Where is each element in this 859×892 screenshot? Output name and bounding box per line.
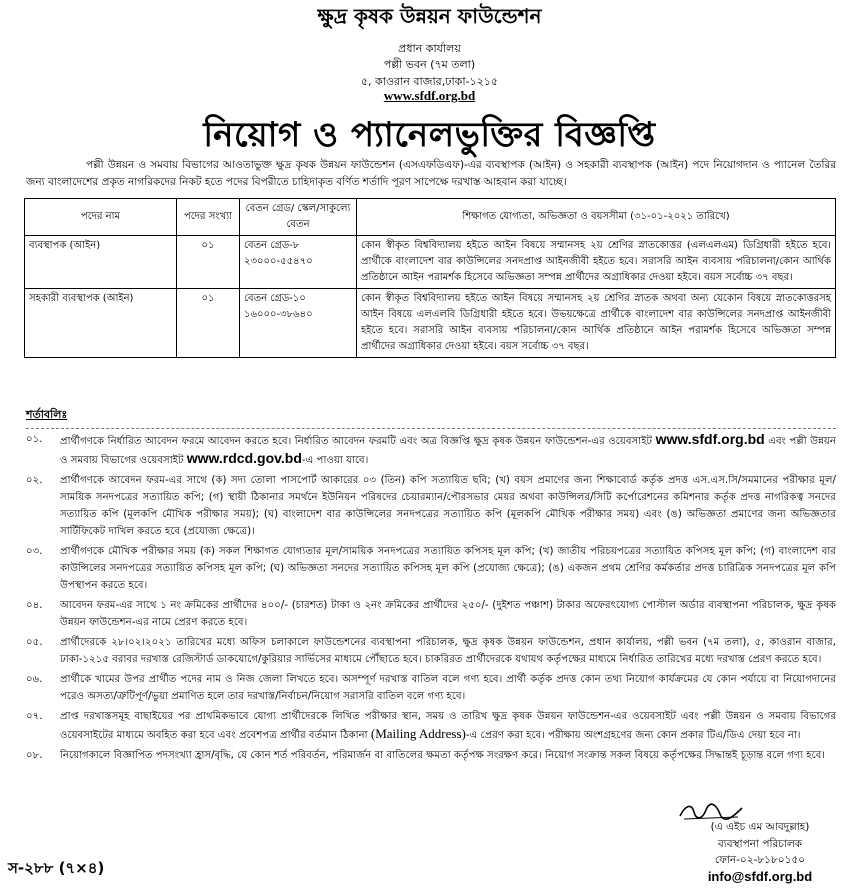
sfdf-website-link[interactable]: www.sfdf.org.bd bbox=[655, 431, 765, 447]
mailing-address-term: (Mailing Address) bbox=[370, 726, 466, 741]
condition-text-part: -এ পাওয়া যাবে। bbox=[301, 455, 369, 466]
condition-item bbox=[26, 597, 836, 631]
condition-text: প্রার্থীগণকে মৌখিক পরীক্ষার সময় (ক) সকল শিক্ষাগত যোগ্যতার মূল/সাময়িক সনদপত্রের সত্যায়িত কপিসহ মূল কপি; (খ) জাতীয় পরিচয়পত্রের সত্যায়িত কপিসহ মূল কপি; (গ) বাংলাদেশ বার কাউন্সিলের সনদপত্রের সত্যায়িত কপিসহ মূল কপি; (ঘ) অভিজ্ঞতা সনদের সত্যায়িত কপিসহ মূল কপি (প্রযোজ্য ক্ষেত্রে); (ঙ) একজন প্রথম শ্রেণির কর্মকর্তার প্রদত্ত চারিত্রিক সনদপত্রের মূল কপি উপস্থাপন করতে হবে। bbox=[60, 546, 836, 591]
pay-scale: ১৬০০০-৩৮৬৪০ bbox=[244, 309, 313, 320]
condition-number: ০২. bbox=[26, 475, 43, 486]
header-post-name: পদের নাম bbox=[25, 199, 177, 236]
condition-text bbox=[60, 708, 836, 744]
post-name: সহকারী ব্যবস্থাপক (আইন) bbox=[25, 289, 177, 358]
pay-grade-cell bbox=[240, 289, 357, 358]
website-link[interactable]: www.sfdf.org.bd bbox=[383, 88, 476, 103]
post-count: ০১ bbox=[177, 236, 240, 289]
condition-text-part: প্রাপ্ত দরখাস্তসমূহ বাছাইয়ের পর প্রাথমিকভাবে যোগ্য প্রার্থীদেরকে লিখিত পরীক্ষার স্থান, সময় ও তারিখ ক্ষুদ্র কৃষক উন্নয়ন ফাউন্ডেশন-এর ওয়েবসাইট এবং পল্লী উন্নয়ন ও সমবায় বিভাগের ওয়েবসাইটের মাধ্যমে অবহিত করা হবে এবং প্রবেশপত্র প্রার্থীর বর্তমান ঠিকানা bbox=[60, 711, 836, 741]
post-name: ব্যবস্থাপক (আইন) bbox=[25, 236, 177, 289]
condition-text bbox=[60, 431, 836, 469]
condition-item bbox=[26, 747, 836, 764]
condition-text: প্রার্থীকে খামের উপর প্রার্থীত পদের নাম ও নিজ জেলা লিখতে হবে। অসম্পূর্ণ দরখাস্ত বাতিল বলে গণ্য হবে। প্রার্থী কর্তৃক প্রদত্ত কোন তথ্য নিয়োগ কার্যক্রমের যে কোন পর্যায়ে বা নিয়োগদানের পরেও অসত্য/ত্রুটিপূর্ণ/ভুয়া প্রমাণিত হলে তার দরখাস্ত/নির্বাচন/নিয়োগ সরাসরি বাতিল বলে গণ্য হবে। bbox=[60, 674, 836, 702]
signatory-designation: ব্যবস্থাপনা পরিচালক bbox=[717, 838, 803, 850]
office-label: প্রধান কার্যালয় bbox=[398, 42, 461, 55]
pay-grade: বেতন গ্রেড-৮ bbox=[244, 240, 300, 251]
address-label: ৫, কাওরান বাজার,ঢাকা-১২১৫ bbox=[360, 75, 499, 88]
condition-item bbox=[26, 472, 836, 540]
post-count: ০১ bbox=[177, 289, 240, 358]
building-label: পল্লী ভবন (৭ম তলা) bbox=[383, 58, 476, 71]
pay-grade-cell bbox=[240, 236, 357, 289]
condition-item bbox=[26, 634, 836, 668]
header-pay-grade: বেতন গ্রেড/ স্কেল/সাকুল্যে বেতন bbox=[240, 199, 357, 236]
table-header-row bbox=[25, 199, 836, 236]
signatory-phone: ফোন-০২-৮১৮০১৫০ bbox=[714, 854, 806, 866]
table-row bbox=[25, 289, 836, 358]
condition-number: ০৭. bbox=[26, 711, 43, 722]
signatory-email-link[interactable]: info@sfdf.org.bd bbox=[707, 869, 813, 884]
condition-number: ০৫. bbox=[26, 637, 43, 648]
organization-name: ক্ষুদ্র কৃষক উন্নয়ন ফাউন্ডেশন bbox=[317, 4, 542, 28]
condition-number: ০৪. bbox=[26, 600, 43, 611]
condition-text: নিয়োগকালে বিজ্ঞাপিত পদসংখ্যা হ্রাস/বৃদ্ধি, যে কোন শর্ত পরিবর্তন, পরিমার্জন বা বাতিলের ক্ষমতা কর্তৃপক্ষ সংরক্ষণ করে। নিয়োগ সংক্রান্ত সকল বিষয়ে কর্তৃপক্ষের সিদ্ধান্তই চূড়ান্ত বলে গণ্য হবে। bbox=[60, 750, 826, 761]
condition-text-part: এবং পল্লী উন্নয়ন ও সমবায় বিভাগের ওয়েবসাইট bbox=[60, 436, 836, 466]
rdcd-website-link[interactable]: www.rdcd.gov.bd bbox=[186, 450, 302, 466]
pay-scale: ২৩০০০-৫৫৪৭০ bbox=[244, 256, 313, 267]
signature-scribble-icon bbox=[676, 802, 746, 822]
condition-number: ০৬. bbox=[26, 674, 43, 685]
condition-item bbox=[26, 543, 836, 594]
condition-item bbox=[26, 671, 836, 705]
intro-paragraph: পল্লী উন্নয়ন ও সমবায় বিভাগের আওতাভুক্ত ক্ষুদ্র কৃষক উন্নয়ন ফাউন্ডেশন (এসএফডিএফ)-এর ব্যবস্থাপক (আইন) ও সহকারী ব্যবস্থাপক (আইন) পদে নিয়োগদান ও প্যানেল তৈরির জন্য বাংলাদেশের প্রকৃত নাগরিকদের নিকট হতে পদের বিপরীতে চাহিদাকৃত বর্ণিত শর্তাদি পূরণ সাপেক্ষে দরখাস্ত আহবান করা যাচ্ছে। bbox=[26, 159, 836, 188]
circular-headline: নিয়োগ ও প্যানেলভুক্তির বিজ্ঞপ্তি bbox=[203, 115, 656, 155]
condition-item bbox=[26, 708, 836, 744]
condition-number: ০৩. bbox=[26, 546, 43, 557]
condition-item bbox=[26, 428, 836, 469]
condition-number: ০৮. bbox=[26, 750, 43, 761]
pay-grade: বেতন গ্রেড-১০ bbox=[244, 293, 306, 304]
header-post-count: পদের সংখ্যা bbox=[177, 199, 240, 236]
condition-number: ০১. bbox=[26, 434, 43, 445]
signatory-name: (এ এইচ এম আবদুল্লাহ) bbox=[710, 821, 810, 833]
qualification: কোন স্বীকৃত বিশ্ববিদ্যালয় হইতে আইন বিষয়ে সম্মানসহ ২য় শ্রেণির স্নাতকোত্তর (এলএলএম) ডিগ্রিধারী হইতে হবে। প্রার্থীকে বাংলাদেশ বার কাউন্সিলের সনদপ্রাপ্ত আইনজীবী হইতে হবে। সরাসরি আইন ব্যবসায় পরিচালনা/কোন আর্থিক প্রতিষ্ঠানে আইন পরামর্শক হিসেবে অভিজ্ঞতা সম্পন্ন প্রার্থীদের অগ্রাধিকার দেওয়া হইবে। বয়স সর্বোচ্চ ৩৭ বছর। bbox=[357, 236, 836, 289]
header-qualification: শিক্ষাগত যোগ্যতা, অভিজ্ঞতা ও বয়সসীমা (৩১-০১-২০২১ তারিখে) bbox=[357, 199, 836, 236]
conditions-list bbox=[26, 428, 836, 767]
condition-text-part: প্রার্থীগণকে নির্ধারিত আবেদন ফরমে আবেদন করতে হবে। নির্ধারিত আবেদন ফরমটি এবং অত্র বিজ্ঞপ্তি ক্ষুদ্র কৃষক উন্নয়ন ফাউন্ডেশন-এর ওয়েবসাইট bbox=[60, 436, 656, 447]
reference-number: স-২৮৮ (৭×৪) bbox=[8, 859, 105, 877]
posts-table bbox=[24, 198, 836, 358]
condition-text: প্রার্থীগণকে আবেদন ফরম-এর সাথে (ক) সদ্য তোলা পাসপোর্ট আকারের ০৩ (তিন) কপি সত্যায়িত ছবি; (খ) বয়স প্রমাণের জন্য শিক্ষাবোর্ড কর্তৃক প্রদত্ত এস.এস.সি/সমমানের পরীক্ষার মূল/সাময়িক সনদপত্রের সত্যায়িত কপি; (গ) স্থায়ী ঠিকানার সমর্থনে ইউনিয়ন পরিষদের চেয়ারম্যান/পৌরসভার মেয়র অথবা কাউন্সিলর/সিটি কর্পোরেশনের কমিশনার কর্তৃক প্রদত্ত নাগরিকত্ব সনদের সত্যায়িত কপি (মূলকপি মৌখিক পরীক্ষার সময়); (ঘ) বাংলাদেশ বার কাউন্সিলের সনদপত্রের সত্যায়িত কপি (মূলকপি মৌখিক পরীক্ষার সময়) এবং (ঙ) অভিজ্ঞতা প্রমাণের জন্য অভিজ্ঞতার সার্টিফিকেট দাখিল করতে হবে (প্রযোজ্য ক্ষেত্রে)। bbox=[60, 475, 836, 537]
condition-text-part: -এ প্রেরণ করা হবে। পরীক্ষায় অংশগ্রহণের জন্য কোন প্রকার টিএ/ডিএ দেয়া হবে না। bbox=[465, 730, 801, 741]
condition-text: আবেদন ফরম-এর সাথে ১ নং ক্রমিকের প্রার্থীদের ৪০০/- (চারশত) টাকা ও ২নং ক্রমিকের প্রার্থীদের ২৫০/- (দুইশত পঞ্চাশ) টাকার অফেরৎযোগ্য পোস্টাল অর্ডার ব্যবস্থাপনা পরিচালক, ক্ষুদ্র কৃষক উন্নয়ন ফাউন্ডেশন-এর নামে প্রেরণ করতে হবে। bbox=[60, 600, 836, 628]
qualification: কোন স্বীকৃত বিশ্ববিদ্যালয় হইতে আইন বিষয়ে সম্মানসহ ২য় শ্রেণির স্নাতক অথবা অন্য যেকোন বিষয়ে স্নাতকোত্তরসহ আইন বিষয়ে এলএলবি ডিগ্রিধারী হইতে হবে। উভয়ক্ষেত্রে প্রার্থীকে বাংলাদেশ বার কাউন্সিলের সনদপ্রাপ্ত আইনজীবী হইতে হবে। সরাসরি আইন ব্যবসায় পরিচালনা/কোন আর্থিক প্রতিষ্ঠানে আইন পরামর্শক হিসেবে অভিজ্ঞতা সম্পন্ন প্রার্থীদের অগ্রাধিকার দেওয়া হইবে। বয়স সর্বোচ্চ ৩৭ বছর। bbox=[357, 289, 836, 358]
table-row bbox=[25, 236, 836, 289]
condition-text: প্রার্থীদেরকে ২৮।০২।২০২১ তারিখের মধ্যে অফিস চলাকালে ফাউন্ডেশনের ব্যবস্থাপনা পরিচালক, ক্ষুদ্র কৃষক উন্নয়ন ফাউন্ডেশন, প্রধান কার্যালয়, পল্লী ভবন (৭ম তলা), ৫, কাওরান বাজার, ঢাকা-১২১৫ বরাবর দরখাস্ত রেজিস্টার্ড ডাকযোগে/কুরিয়ার সার্ভিসের মাধ্যমে পৌঁছাতে হবে। চাকরিরত প্রার্থীদেরকে যথাযথ কর্তৃপক্ষের মাধ্যমে নির্ধারিত তারিখের মধ্যে দরখাস্ত প্রেরণ করতে হবে। bbox=[60, 637, 836, 665]
conditions-title: শর্তাবলিঃ bbox=[26, 408, 68, 421]
